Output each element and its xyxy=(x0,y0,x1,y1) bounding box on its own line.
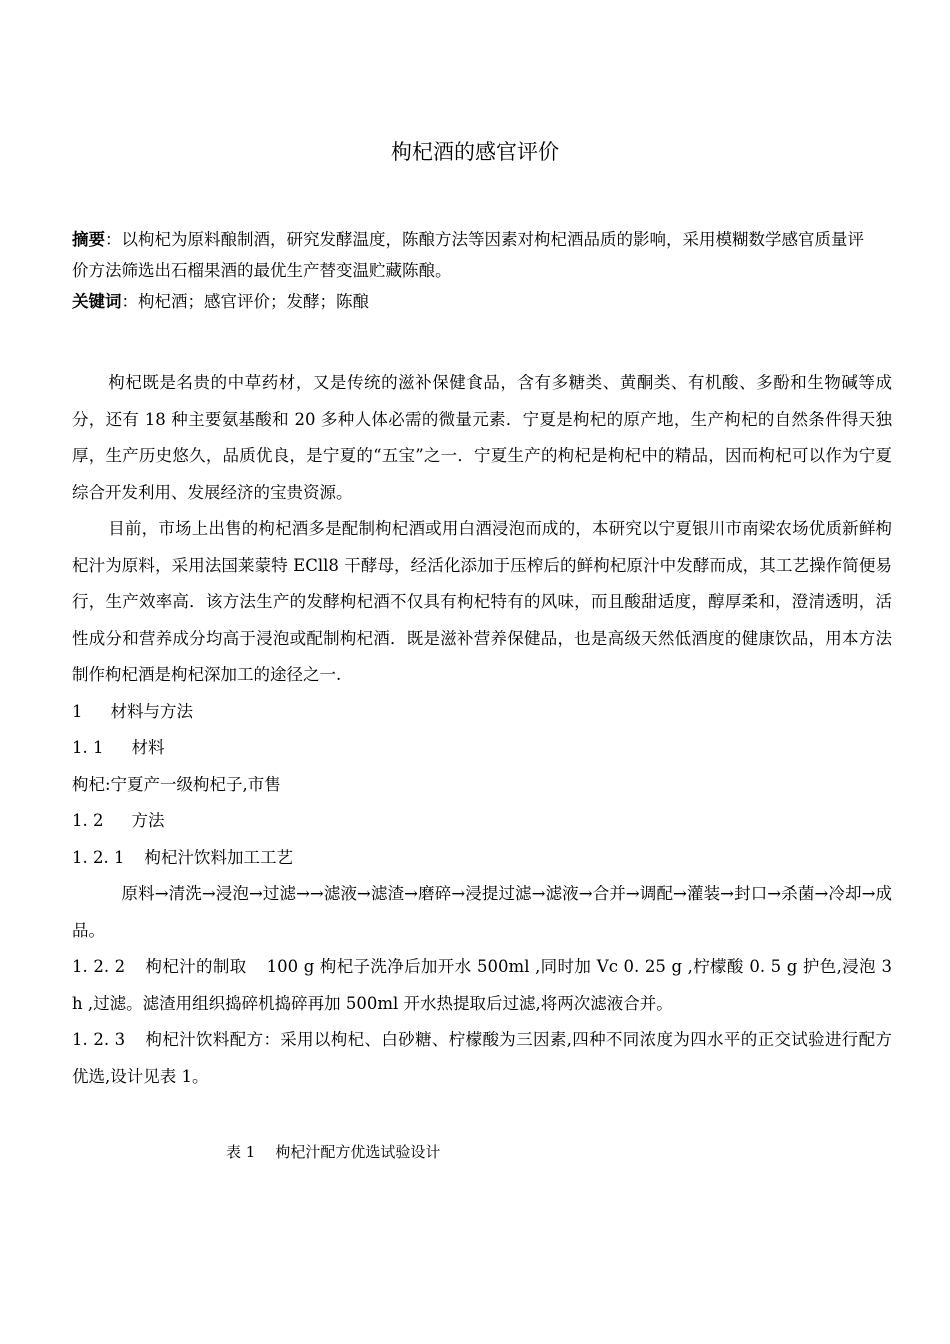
paragraph-intro: 枸杞既是名贵的中草药材，又是传统的滋补保健食品，含有多糖类、黄酮类、有机酸、多酚和生物碱等成分，还有 18 种主要氨基酸和 20 多种人体必需的微量元素．宁夏是枸杞的原产地，生产枸杞的自然条件得天独厚，生产历史悠久，品质优良，是宁夏的“五宝”之一．宁夏生产的枸杞是枸杞中的精品，因而枸杞可以作为宁夏综合开发利用、发展经济的宝贵资源。 xyxy=(72,373,892,502)
section-number: 1. 2. 2 xyxy=(72,957,126,976)
section-title: 材料 xyxy=(131,738,165,757)
table-caption-number: 表 1 xyxy=(226,1143,256,1161)
section-number: 1. 1 xyxy=(72,738,104,757)
section-number: 1 xyxy=(72,701,83,721)
section-title: 方法 xyxy=(131,811,165,830)
section-number: 1. 2. 1 xyxy=(72,847,125,867)
paragraph-background: 目前，市场上出售的枸杞酒多是配制枸杞酒或用白酒浸泡而成的，本研究以宁夏银川市南梁农场优质新鲜枸杞汁为原料，采用法国莱蒙特 ECll8 干酵母，经活化添加于压榨后的鲜枸杞原汁中发酵而成，其工艺操作简便易行，生产效率高．该方法生产的发酵枸杞酒不仅具有枸杞特有的风味，而且酸甜适度，醇厚柔和，澄清透明，活性成分和营养成分均高于浸泡或配制枸杞酒．既是滋补营养保健品，也是高级天然低酒度的健康饮品，用本方法制作枸杞酒是枸杞深加工的途径之一. xyxy=(72,519,892,684)
paragraph-section-1-2-3 xyxy=(72,1022,892,1095)
section-number: 1. 2 xyxy=(72,811,104,830)
section-text: ：采用以枸杞、白砂糖、柠檬酸为三因素,四种不同浓度为四水平的正交试验进行配方优选,设计见表 1。 xyxy=(72,1030,893,1086)
heading-section-1-2 xyxy=(72,803,892,840)
body-text xyxy=(72,365,892,1095)
heading-section-1-2-1 xyxy=(72,840,892,877)
keywords-label: 关键词 xyxy=(72,292,122,311)
paragraph-section-1-2-2 xyxy=(72,949,892,1022)
heading-section-1 xyxy=(72,694,892,731)
section-text: 100 g 枸杞子洗净后加开水 500ml ,同时加 Vc 0. 25 g ,柠檬酸 0. 5 g 护色,浸泡 3 h ,过滤。滤渣用组织捣碎机捣碎再加 500ml 开水热提取后过滤,将两次滤液合并。 xyxy=(72,957,892,1013)
section-title: 材料与方法 xyxy=(110,701,193,721)
abstract-block xyxy=(72,224,872,317)
document-title: 枸杞酒的感官评价 xyxy=(391,140,559,164)
abstract-text: ：以枸杞为原料酿制酒，研究发酵温度，陈酿方法等因素对枸杞酒品质的影响，采用模糊数学感官质量评价方法筛选出石榴果酒的最优生产替变温贮藏陈酿。 xyxy=(72,230,864,280)
process-flow-text: 原料→清洗→浸泡→过滤→→滤液→滤渣→磨碎→浸提过滤→滤液→合并→调配→灌装→封口→杀菌→冷却→成品。 xyxy=(72,884,892,940)
abstract xyxy=(72,224,872,286)
abstract-label: 摘要 xyxy=(72,230,105,249)
keywords xyxy=(72,286,872,317)
section-title: 枸杞汁的制取 xyxy=(145,957,247,976)
table-caption xyxy=(226,1140,440,1164)
section-title: 枸杞汁饮料配方 xyxy=(145,1030,264,1049)
section-number: 1. 2. 3 xyxy=(72,1030,126,1049)
keywords-text: ：枸杞酒；感官评价；发酵；陈酿 xyxy=(121,292,369,311)
heading-section-1-1 xyxy=(72,730,892,767)
materials-text: 枸杞:宁夏产一级枸杞子,市售 xyxy=(72,774,281,794)
table-caption-text: 枸杞汁配方优选试验设计 xyxy=(275,1143,441,1161)
section-title: 枸杞汁饮料加工工艺 xyxy=(144,847,293,867)
